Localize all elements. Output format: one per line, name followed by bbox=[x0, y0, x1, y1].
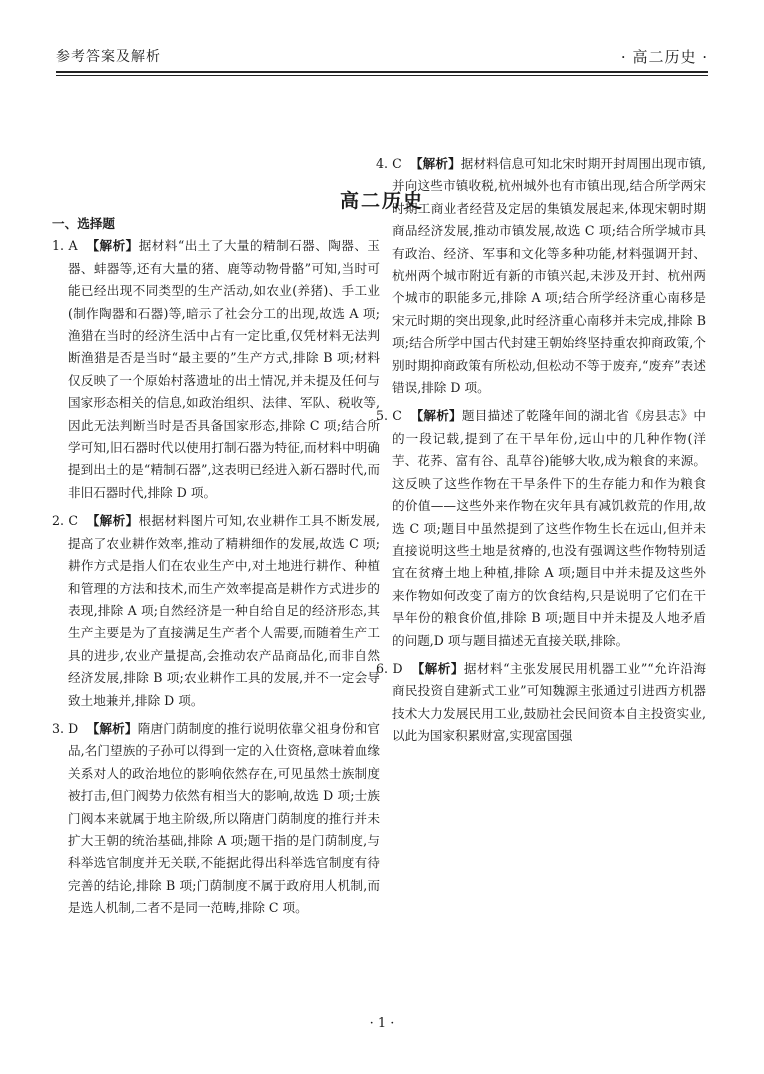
header-rule-thin bbox=[56, 75, 708, 76]
analysis-tag: 【解析】 bbox=[86, 238, 139, 254]
header-right-subject: · 高二历史 · bbox=[620, 48, 708, 66]
answer-text: 隋唐门荫制度的推行说明依靠父祖身份和官品,名门望族的子孙可以得到一定的入仕资格,意味着血缘关系对人的政治地位的影响依然存在,可见虽然士族制度被打击,但门阀势力依然有相当大的影响,故选 D 项;士族门阀本来就属于地主阶级,所以隋唐门荫制度的推行并未扩大王朝的统治基础,排除 A 项;题干指的是门荫制度,与科举选官制度并无关联,不能据此得出科举选官制度有待完善的结论,排除 B 项;门荫制度不属于政府用人机制,而是选人机制,二者不是同一范畴,排除 C 项。 bbox=[68, 720, 381, 916]
section-heading: 一、选择题 bbox=[52, 216, 115, 231]
answer-text: 根据材料图片可知,农业耕作工具不断发展,提高了农业耕作效率,推动了精耕细作的发展,故选 C 项;耕作方式是指人们在农业生产中,对土地进行耕作、种植和管理的方法和技术,而生产效率提高是耕作方式进步的表现,排除 A 项;自然经济是一种自给自足的经济形态,其生产主要是为了直接满足生产者个人需要,而随着生产工具的进步,农业产量提高,会推动农产品商品化,而非自然经济发展,排除 B 项;农业耕作工具的发展,并不一定会导致土地兼并,排除 D 项。 bbox=[68, 513, 381, 708]
answer-number: 6. D bbox=[376, 660, 403, 676]
answer-item-4 bbox=[376, 153, 706, 399]
analysis-tag: 【解析】 bbox=[411, 660, 464, 676]
answer-number: 2. C bbox=[52, 513, 79, 529]
page-number: · 1 · bbox=[369, 1016, 395, 1031]
answer-number: 4. C bbox=[376, 156, 402, 171]
answer-number: 3. D bbox=[52, 720, 79, 736]
analysis-tag: 【解析】 bbox=[409, 156, 461, 171]
answer-number: 1. A bbox=[52, 238, 78, 254]
answer-text: 题目描述了乾隆年间的湖北省《房县志》中的一段记载,提到了在干旱年份,远山中的几种作物(洋芋、花荞、富有谷、乱草谷)能够大收,成为粮食的来源。这反映了这些作物在干旱条件下的生存能力和作为粮食的价值——这些外来作物在灾年具有减饥救荒的作用,故选 C 项;题目中虽然提到了这些作物生长在远山,但并未直接说明这些土地是贫瘠的,也没有强调这些作物特别适宜在贫瘠土地上种植,排除 A 项;题目中并未提及这些外来作物如何改变了南方的饮食结构,只是说明了它们在干旱年份的粮食价值,排除 B 项;题目中并未提及人地矛盾的问题,D 项与题目描述无直接关联,排除。 bbox=[392, 408, 707, 648]
answer-item-1 bbox=[52, 235, 380, 504]
answer-text: 据材料“出土了大量的精制石器、陶器、玉器、蚌器等,还有大量的猪、鹿等动物骨骼”可知,当时可能已经出现不同类型的生产活动,如农业(养猪)、手工业(制作陶器和石器)等,暗示了社会分工的出现,故选 A 项;渔猎在当时的经济生活中占有一定比重,仅凭材料无法判断渔猎是否是当时“最主要的”生产方式,排除 B 项;材料仅反映了一个原始村落遗址的出土情况,并未提及任何与国家形态相关的信息,如政治组织、法律、军队、税收等,因此无法判断当时是否具备国家形态,排除 C 项;结合所学可知,旧石器时代以使用打制石器为特征,而材料中明确提到出土的是“精制石器”,这表明已经进入新石器时代,而非旧石器时代,排除 D 项。 bbox=[68, 238, 380, 500]
answer-text: 据材料“主张发展民用机器工业”“允许沿海商民投资自建新式工业”可知魏源主张通过引进西方机器技术大力发展民用工业,鼓励社会民间资本自主投资实业,以此为国家积累财富,实现富国强 bbox=[392, 660, 706, 744]
analysis-tag: 【解析】 bbox=[86, 513, 139, 529]
page-header bbox=[56, 46, 708, 72]
left-column bbox=[52, 213, 381, 916]
answer-item-2 bbox=[52, 510, 380, 712]
answer-number: 5. C bbox=[376, 408, 402, 424]
analysis-tag: 【解析】 bbox=[86, 720, 138, 736]
answer-item-6 bbox=[376, 658, 706, 748]
answer-item-5 bbox=[376, 405, 706, 651]
header-left-title: 参考答案及解析 bbox=[56, 49, 161, 65]
answer-text: 据材料信息可知北宋时期开封周围出现市镇,并向这些市镇收税,杭州城外也有市镇出现,结合所学两宋时期工商业者经营及定居的集镇发展起来,体现宋朝时期商品经济发展,推动市镇发展,故选 C 项;结合所学城市具有政治、经济、军事和文化等多种功能,材料强调开封、杭州两个城市附近有新的市镇兴起,未涉及开封、杭州两个城市的职能多元,排除 A 项;结合所学经济重心南移是宋元时期的突出现象,此时经济重心南移并未完成,排除 B 项;结合所学中国古代封建王朝始终坚持重农抑商政策,个别时期抑商政策有所松动,但松动不等于废弃,“废弃”表述错误,排除 D 项。 bbox=[392, 156, 707, 396]
analysis-tag: 【解析】 bbox=[410, 408, 462, 424]
answer-item-3 bbox=[52, 718, 381, 916]
header-rule bbox=[56, 71, 708, 73]
page-title: 高二历史 bbox=[339, 190, 424, 212]
